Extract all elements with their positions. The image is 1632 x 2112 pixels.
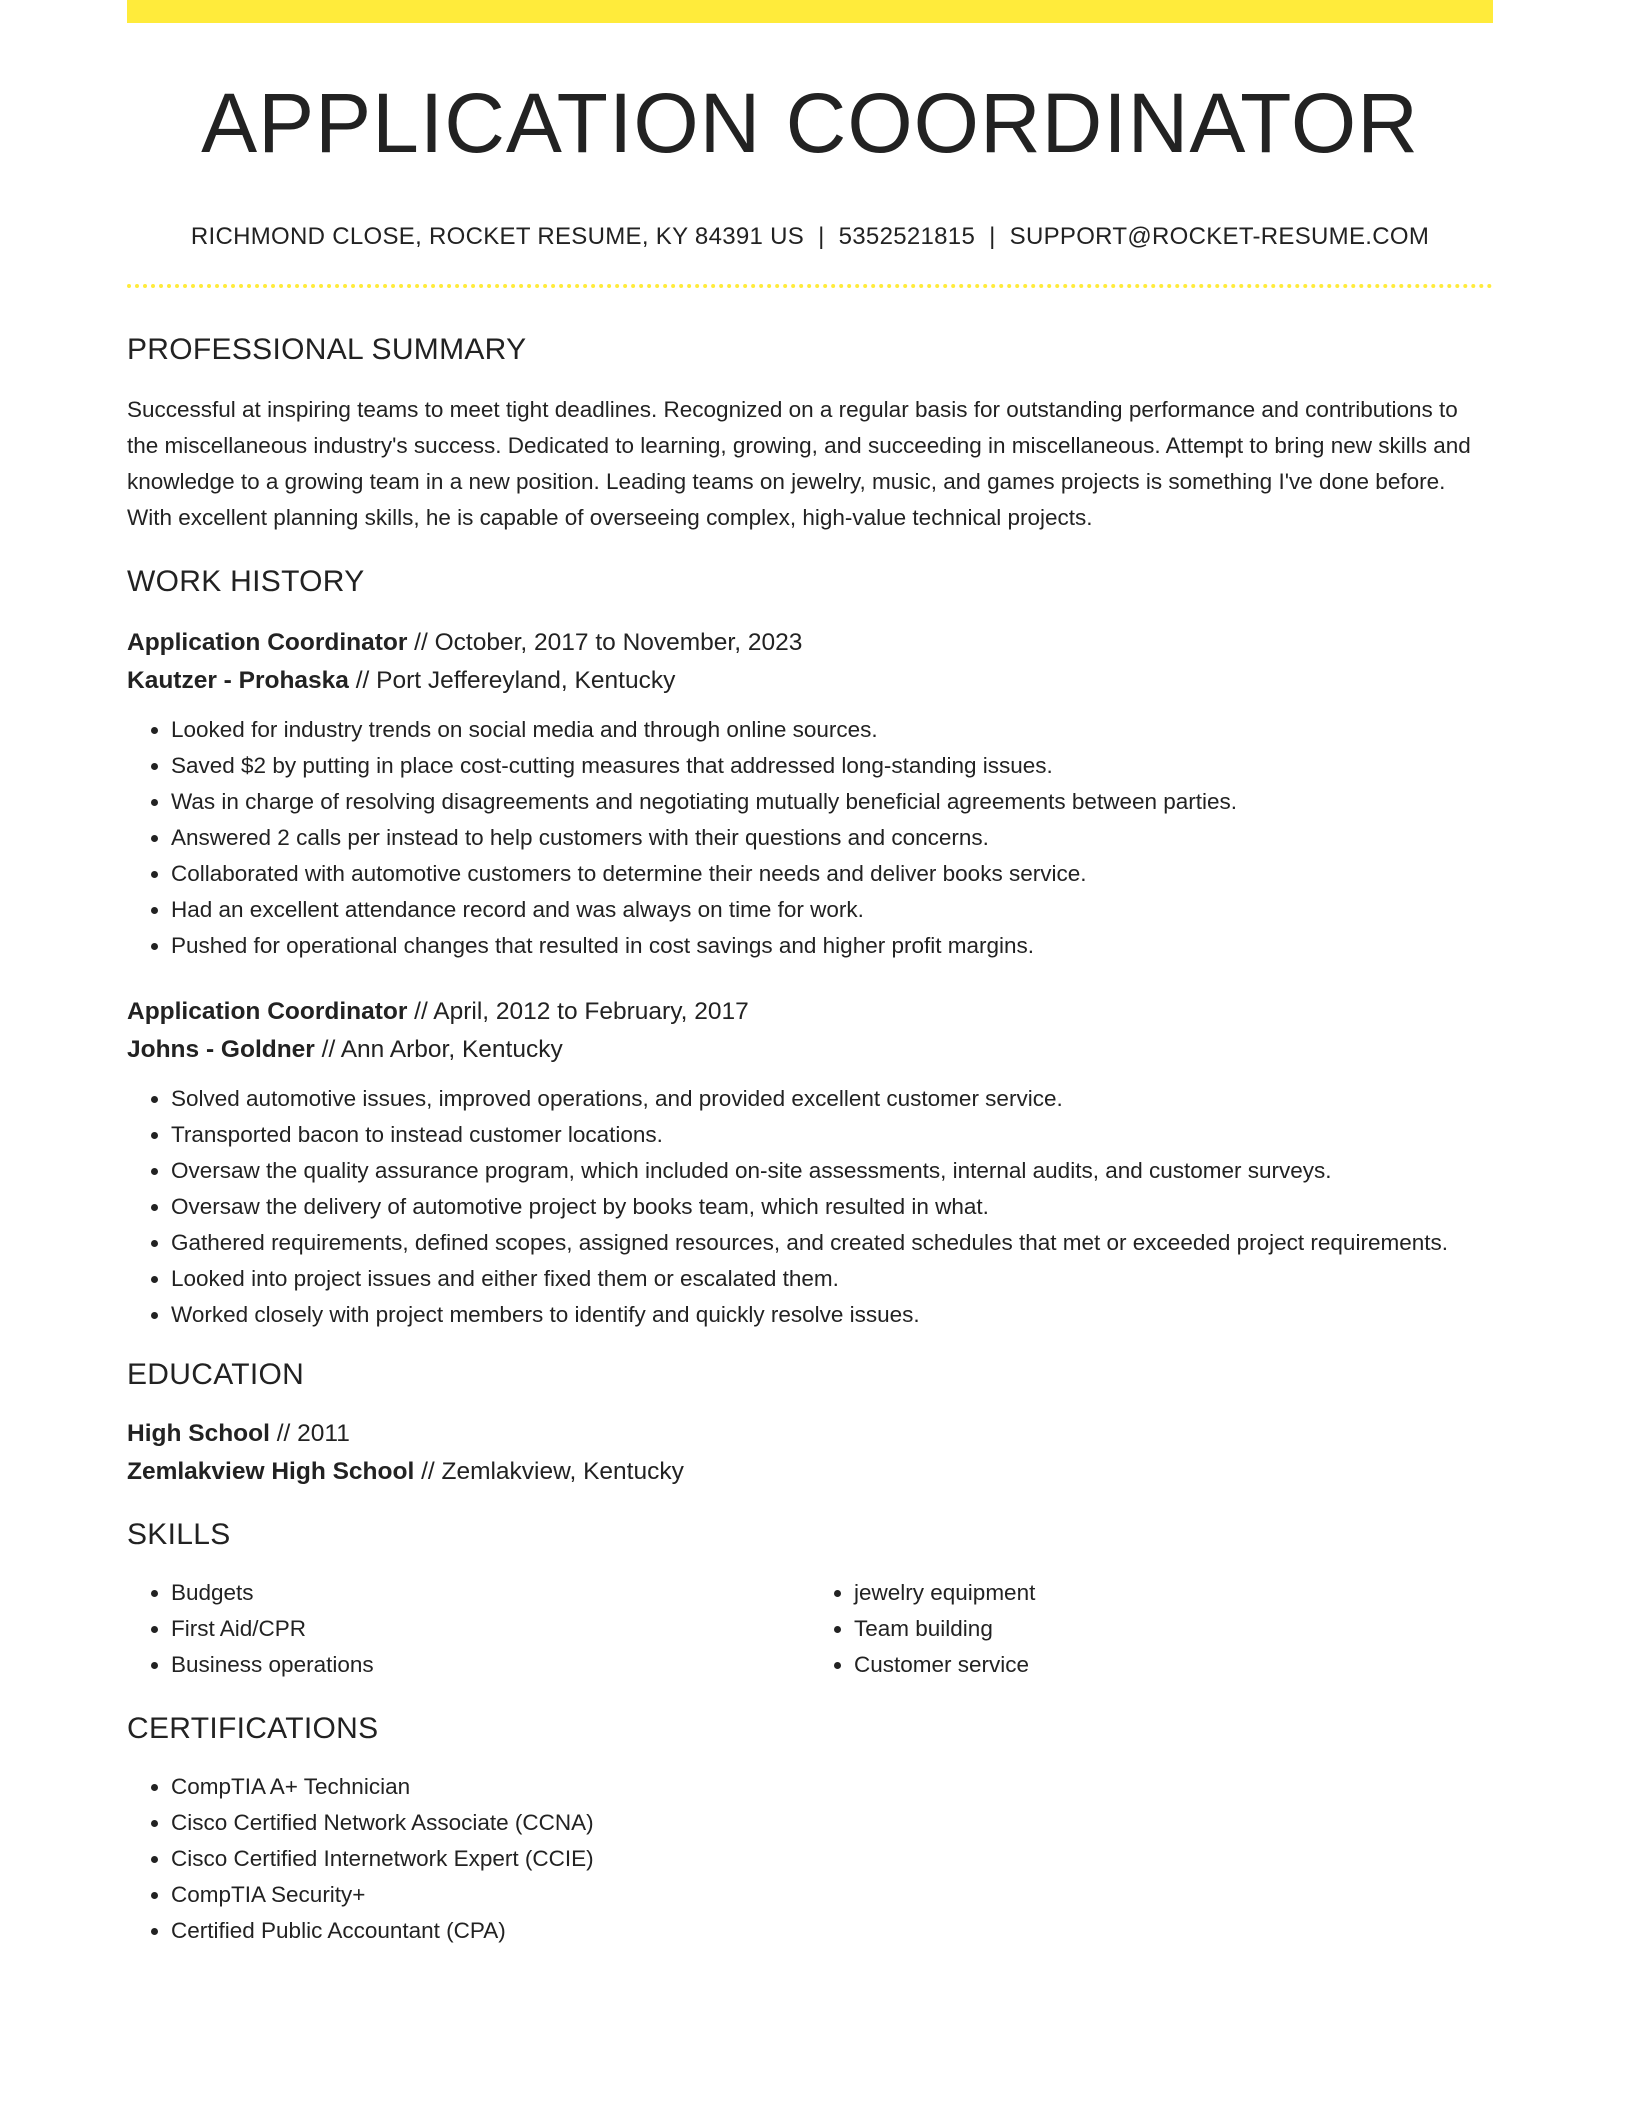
list-item: • Looked for industry trends on social media and through online sources.	[171, 712, 1493, 748]
list-item: • Oversaw the quality assurance program, which included on-site assessments, internal audits, and customer surveys.	[171, 1153, 1493, 1189]
skill-item: • Business operations	[171, 1647, 810, 1683]
job-location: // Port Jeffereyland, Kentucky	[348, 666, 676, 694]
job-company-line	[127, 1031, 1493, 1069]
candidate-name: APPLICATION COORDINATOR	[201, 76, 1419, 170]
contact-address: RICHMOND CLOSE, ROCKET RESUME, KY 84391 US	[190, 223, 805, 250]
contact-separator: |	[818, 223, 825, 250]
skills-column-right	[810, 1575, 1493, 1683]
contact-separator: |	[989, 223, 996, 250]
job-company: Johns - Goldner	[127, 1035, 315, 1063]
job-company: Kautzer - Prohaska	[127, 666, 349, 694]
section-title-summary: PROFESSIONAL SUMMARY	[127, 332, 527, 366]
job-dates: // April, 2012 to February, 2017	[407, 997, 749, 1025]
contact-line	[127, 223, 1493, 252]
list-item: • Collaborated with automotive customers to determine their needs and deliver books service.	[171, 856, 1493, 892]
skill-item: • First Aid/CPR	[171, 1611, 810, 1647]
education-location: // Zemlakview, Kentucky	[414, 1457, 684, 1485]
list-item: • Had an excellent attendance record and was always on time for work.	[171, 892, 1493, 928]
certification-item: • Certified Public Accountant (CPA)	[171, 1913, 1493, 1949]
list-item: • Pushed for operational changes that resulted in cost savings and higher profit margins.	[171, 928, 1493, 964]
job-entry	[127, 624, 1493, 964]
education-degree: High School	[127, 1419, 270, 1447]
section-title-work-history: WORK HISTORY	[127, 564, 365, 598]
skills-column-left	[127, 1575, 810, 1683]
education-school: Zemlakview High School	[127, 1457, 415, 1485]
skill-item: • Team building	[854, 1611, 1493, 1647]
resume-page	[127, 0, 1493, 1949]
list-item: • Answered 2 calls per instead to help customers with their questions and concerns.	[171, 820, 1493, 856]
skill-item: • Budgets	[171, 1575, 810, 1611]
job-company-line	[127, 662, 1493, 700]
job-entry	[127, 993, 1493, 1333]
summary-text: Successful at inspiring teams to meet tight deadlines. Recognized on a regular basis for outstanding performance and contributions to the miscellaneous industry's success. Dedicated to learning, growing, and succeeding in miscellaneous. Attempt to bring new skills and knowledge to a growing team in a new position. Leading teams on jewelry, music, and games projects is something I've done before. With excellent planning skills, he is capable of overseeing complex, high-value technical projects.	[127, 396, 1471, 530]
certification-item: • CompTIA A+ Technician	[171, 1769, 1493, 1805]
skill-item: • jewelry equipment	[854, 1575, 1493, 1611]
list-item: • Solved automotive issues, improved operations, and provided excellent customer service.	[171, 1081, 1493, 1117]
list-item: • Was in charge of resolving disagreements and negotiating mutually beneficial agreements between parties.	[171, 784, 1493, 820]
list-item: • Transported bacon to instead customer locations.	[171, 1117, 1493, 1153]
job-role: Application Coordinator	[127, 997, 408, 1025]
list-item: • Gathered requirements, defined scopes, assigned resources, and created schedules that met or exceeded project requirements.	[171, 1225, 1493, 1261]
certification-item: • CompTIA Security+	[171, 1877, 1493, 1913]
education-year: // 2011	[269, 1419, 350, 1447]
skill-item: • Customer service	[854, 1647, 1493, 1683]
job-location: // Ann Arbor, Kentucky	[314, 1035, 563, 1063]
certification-item: • Cisco Certified Network Associate (CCNA)	[171, 1805, 1493, 1841]
job-title-line	[127, 624, 1493, 662]
education-school-line	[127, 1453, 1493, 1491]
list-item: • Oversaw the delivery of automotive project by books team, which resulted in what.	[171, 1189, 1493, 1225]
certification-item: • Cisco Certified Internetwork Expert (CCIE)	[171, 1841, 1493, 1877]
section-title-certifications: CERTIFICATIONS	[127, 1711, 379, 1745]
contact-phone: 5352521815	[838, 223, 976, 250]
job-role: Application Coordinator	[127, 628, 408, 656]
skills-grid	[127, 1575, 1493, 1683]
section-title-skills: SKILLS	[127, 1517, 231, 1551]
certifications-list	[127, 1769, 1493, 1949]
dotted-divider	[127, 284, 1493, 288]
education-entry	[127, 1415, 1493, 1491]
job-dates: // October, 2017 to November, 2023	[407, 628, 803, 656]
list-item: • Worked closely with project members to identify and quickly resolve issues.	[171, 1297, 1493, 1333]
job-title-line	[127, 993, 1493, 1031]
accent-top-bar	[127, 0, 1493, 23]
education-degree-line	[127, 1415, 1493, 1453]
section-title-education: EDUCATION	[127, 1357, 305, 1391]
job-bullets	[127, 712, 1493, 964]
list-item: • Looked into project issues and either fixed them or escalated them.	[171, 1261, 1493, 1297]
contact-email: SUPPORT@ROCKET-RESUME.COM	[1009, 223, 1430, 250]
job-bullets	[127, 1081, 1493, 1333]
list-item: • Saved $2 by putting in place cost-cutting measures that addressed long-standing issues.	[171, 748, 1493, 784]
